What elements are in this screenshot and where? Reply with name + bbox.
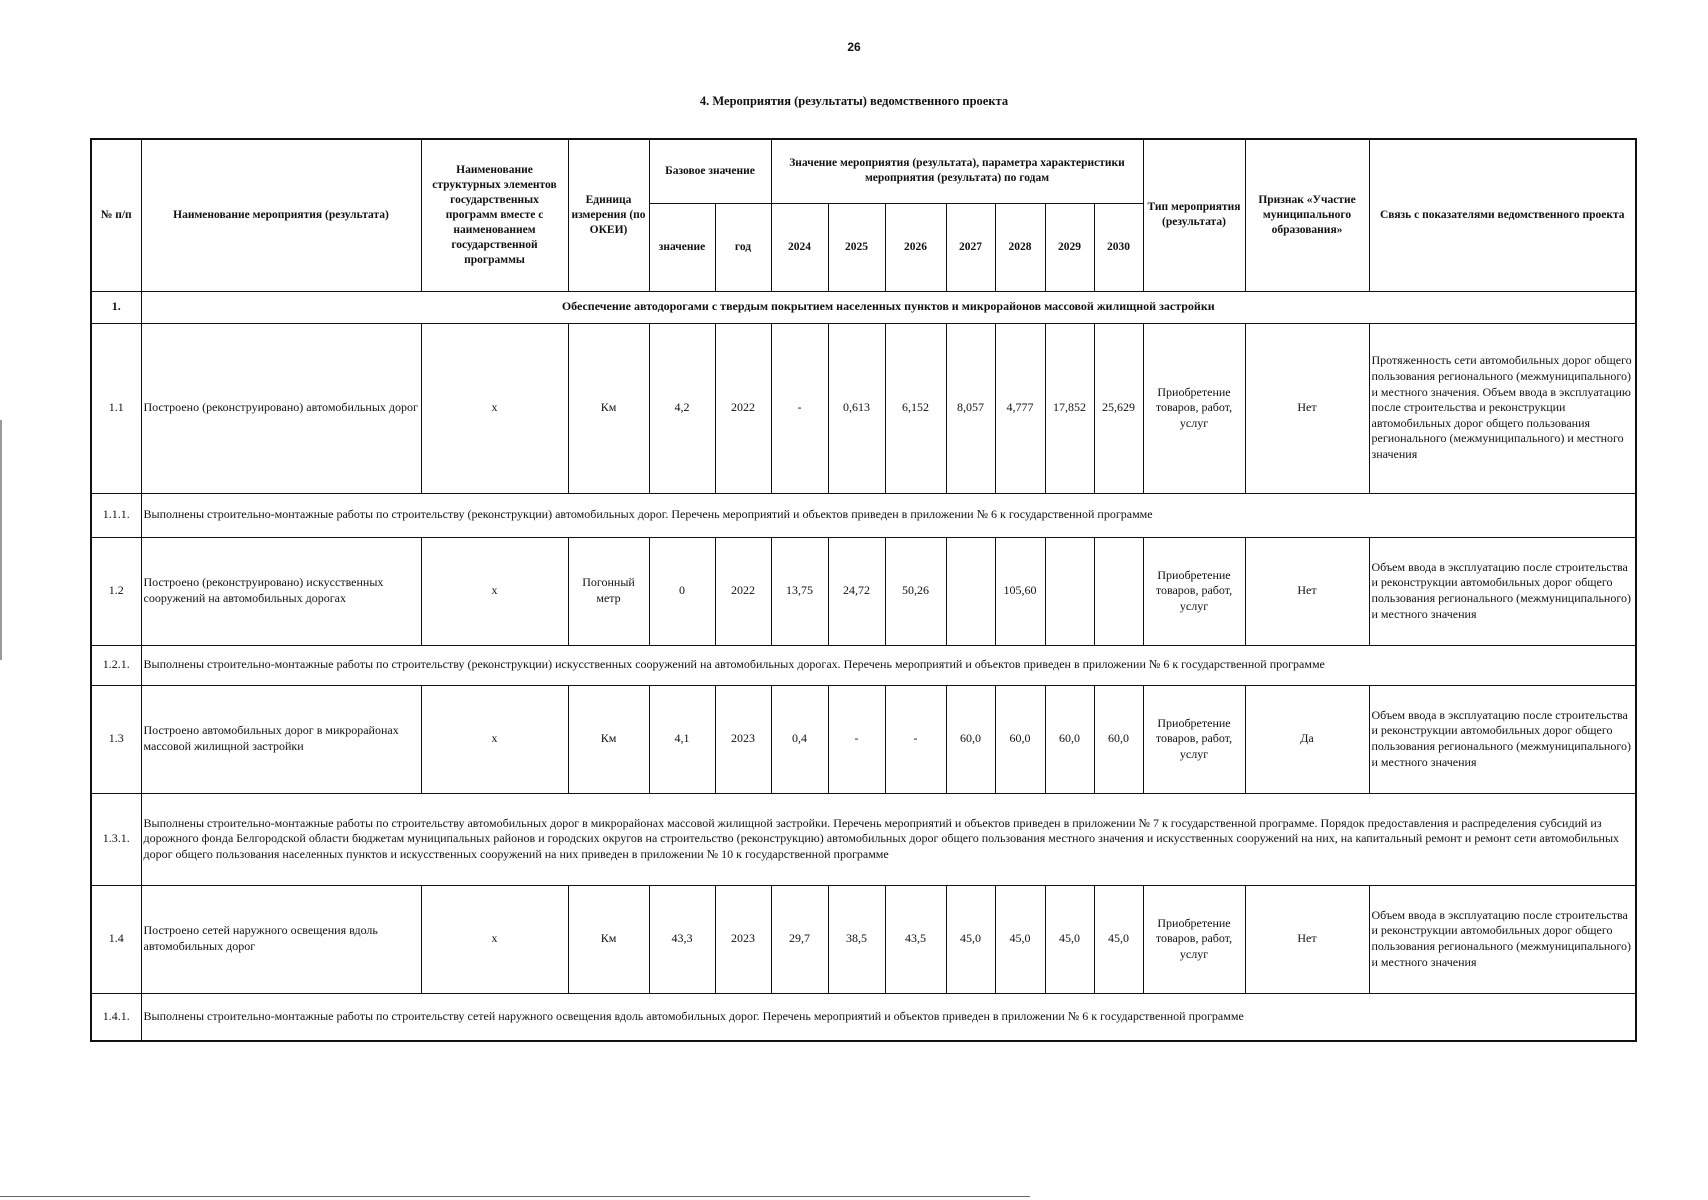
row-value: 60,0 bbox=[1045, 685, 1094, 793]
header-base-value: значение bbox=[649, 203, 715, 291]
header-year: 2028 bbox=[995, 203, 1045, 291]
header-name: Наименование мероприятия (результата) bbox=[141, 139, 421, 291]
row-unit: Км bbox=[568, 685, 649, 793]
row-base-value: 4,2 bbox=[649, 323, 715, 493]
row-value: 60,0 bbox=[995, 685, 1045, 793]
sub-row-num: 1.2.1. bbox=[91, 645, 141, 685]
table-row bbox=[91, 885, 1636, 993]
row-name: Построено автомобильных дорог в микрорайонах массовой жилищной застройки bbox=[141, 685, 421, 793]
row-base-value: 43,3 bbox=[649, 885, 715, 993]
table-row bbox=[91, 323, 1636, 493]
row-value: 43,5 bbox=[885, 885, 946, 993]
row-name: Построено (реконструировано) автомобильных дорог bbox=[141, 323, 421, 493]
row-link: Объем ввода в эксплуатацию после строительства и реконструкции автомобильных дорог общего пользования регионального (межмуниципального) и местного значения bbox=[1369, 537, 1636, 645]
row-value: - bbox=[885, 685, 946, 793]
sub-row-text: Выполнены строительно-монтажные работы по строительству сетей наружного освещения вдоль автомобильных дорог. Перечень мероприятий и объектов приведен в приложении № 6 к государственной программе bbox=[141, 993, 1636, 1041]
group-num: 1. bbox=[91, 291, 141, 323]
row-value: - bbox=[771, 323, 828, 493]
header-years-group: Значение мероприятия (результата), параметра характеристики мероприятия (результата) по годам bbox=[771, 139, 1143, 203]
row-value: 8,057 bbox=[946, 323, 995, 493]
row-value: 60,0 bbox=[1094, 685, 1143, 793]
header-struct: Наименование структурных элементов государственных программ вместе с наименованием государственной программы bbox=[421, 139, 568, 291]
header-year: 2027 bbox=[946, 203, 995, 291]
row-type: Приобретение товаров, работ, услуг bbox=[1143, 885, 1245, 993]
scan-mark-left bbox=[0, 420, 2, 660]
page-number: 26 bbox=[847, 40, 861, 54]
row-value: 45,0 bbox=[1045, 885, 1094, 993]
row-value: 25,629 bbox=[1094, 323, 1143, 493]
row-value: 6,152 bbox=[885, 323, 946, 493]
row-value: - bbox=[828, 685, 885, 793]
row-base-year: 2022 bbox=[715, 323, 771, 493]
sub-row-num: 1.1.1. bbox=[91, 493, 141, 537]
row-value: 45,0 bbox=[946, 885, 995, 993]
row-link: Объем ввода в эксплуатацию после строительства и реконструкции автомобильных дорог общего пользования регионального (межмуниципального) и местного значения bbox=[1369, 885, 1636, 993]
section-title: 4. Мероприятия (результаты) ведомственного проекта bbox=[699, 94, 1009, 108]
row-struct: х bbox=[421, 537, 568, 645]
row-num: 1.2 bbox=[91, 537, 141, 645]
row-value bbox=[1094, 537, 1143, 645]
row-struct: х bbox=[421, 885, 568, 993]
row-name: Построено (реконструировано) искусственных сооружений на автомобильных дорогах bbox=[141, 537, 421, 645]
row-struct: х bbox=[421, 323, 568, 493]
row-num: 1.1 bbox=[91, 323, 141, 493]
row-num: 1.3 bbox=[91, 685, 141, 793]
row-value: 24,72 bbox=[828, 537, 885, 645]
sub-row-text: Выполнены строительно-монтажные работы по строительству (реконструкции) автомобильных дорог. Перечень мероприятий и объектов приведен в приложении № 6 к государственной программе bbox=[141, 493, 1636, 537]
row-value: 0,613 bbox=[828, 323, 885, 493]
row-unit: Км bbox=[568, 885, 649, 993]
row-value: 105,60 bbox=[995, 537, 1045, 645]
row-base-year: 2023 bbox=[715, 685, 771, 793]
row-link: Протяженность сети автомобильных дорог общего пользования регионального (межмуниципального) и местного значения. Объем ввода в эксплуатацию после строительства и реконструкции автомобильных дорог общего пользования регионального (межмуниципального) и местного значения bbox=[1369, 323, 1636, 493]
row-unit: Км bbox=[568, 323, 649, 493]
header-base-year: год bbox=[715, 203, 771, 291]
row-base-year: 2023 bbox=[715, 885, 771, 993]
row-value bbox=[1045, 537, 1094, 645]
row-value: 60,0 bbox=[946, 685, 995, 793]
sub-row-text: Выполнены строительно-монтажные работы по строительству автомобильных дорог в микрорайонах массовой жилищной застройки. Перечень мероприятий и объектов приведен в приложении № 7 к государственной программе. Порядок предоставления и распределения субсидий из дорожного фонда Белгородской области бюджетам муниципальных районов и городских округов на строительство (реконструкцию) автомобильных дорог общего пользования местного значения и искусственных сооружений на них, на капитальный ремонт и ремонт сети автомобильных дорог общего пользования населенных пунктов и искусственных сооружений на них приведен в приложении № 10 к государственной программе bbox=[141, 793, 1636, 885]
results-table bbox=[90, 138, 1637, 1042]
row-link: Объем ввода в эксплуатацию после строительства и реконструкции автомобильных дорог общего пользования регионального (межмуниципального) и местного значения bbox=[1369, 685, 1636, 793]
table-row bbox=[91, 685, 1636, 793]
row-municipal: Нет bbox=[1245, 537, 1369, 645]
header-municipal: Признак «Участие муниципального образования» bbox=[1245, 139, 1369, 291]
row-base-year: 2022 bbox=[715, 537, 771, 645]
header-type: Тип мероприятия (результата) bbox=[1143, 139, 1245, 291]
row-base-value: 0 bbox=[649, 537, 715, 645]
row-value: 17,852 bbox=[1045, 323, 1094, 493]
scan-mark-bottom bbox=[0, 1196, 1030, 1197]
row-type: Приобретение товаров, работ, услуг bbox=[1143, 537, 1245, 645]
header-year: 2026 bbox=[885, 203, 946, 291]
sub-row-text: Выполнены строительно-монтажные работы по строительству (реконструкции) искусственных сооружений на автомобильных дорогах. Перечень мероприятий и объектов приведен в приложении № 6 к государственной программе bbox=[141, 645, 1636, 685]
row-type: Приобретение товаров, работ, услуг bbox=[1143, 323, 1245, 493]
sub-row-num: 1.3.1. bbox=[91, 793, 141, 885]
row-value: 38,5 bbox=[828, 885, 885, 993]
table-row bbox=[91, 537, 1636, 645]
row-value: 50,26 bbox=[885, 537, 946, 645]
header-year: 2024 bbox=[771, 203, 828, 291]
row-struct: х bbox=[421, 685, 568, 793]
row-type: Приобретение товаров, работ, услуг bbox=[1143, 685, 1245, 793]
sub-row-num: 1.4.1. bbox=[91, 993, 141, 1041]
row-unit: Погонный метр bbox=[568, 537, 649, 645]
header-year: 2025 bbox=[828, 203, 885, 291]
row-value: 0,4 bbox=[771, 685, 828, 793]
row-value: 45,0 bbox=[995, 885, 1045, 993]
group-title: Обеспечение автодорогами с твердым покрытием населенных пунктов и микрорайонов массовой жилищной застройки bbox=[141, 291, 1636, 323]
header-num: № п/п bbox=[91, 139, 141, 291]
row-base-value: 4,1 bbox=[649, 685, 715, 793]
row-municipal: Да bbox=[1245, 685, 1369, 793]
row-value: 29,7 bbox=[771, 885, 828, 993]
row-value: 45,0 bbox=[1094, 885, 1143, 993]
row-num: 1.4 bbox=[91, 885, 141, 993]
row-value bbox=[946, 537, 995, 645]
row-name: Построено сетей наружного освещения вдоль автомобильных дорог bbox=[141, 885, 421, 993]
header-year: 2029 bbox=[1045, 203, 1094, 291]
header-base: Базовое значение bbox=[649, 139, 771, 203]
row-municipal: Нет bbox=[1245, 323, 1369, 493]
row-value: 4,777 bbox=[995, 323, 1045, 493]
header-link: Связь с показателями ведомственного проекта bbox=[1369, 139, 1636, 291]
header-unit: Единица измерения (по ОКЕИ) bbox=[568, 139, 649, 291]
header-year: 2030 bbox=[1094, 203, 1143, 291]
row-municipal: Нет bbox=[1245, 885, 1369, 993]
row-value: 13,75 bbox=[771, 537, 828, 645]
